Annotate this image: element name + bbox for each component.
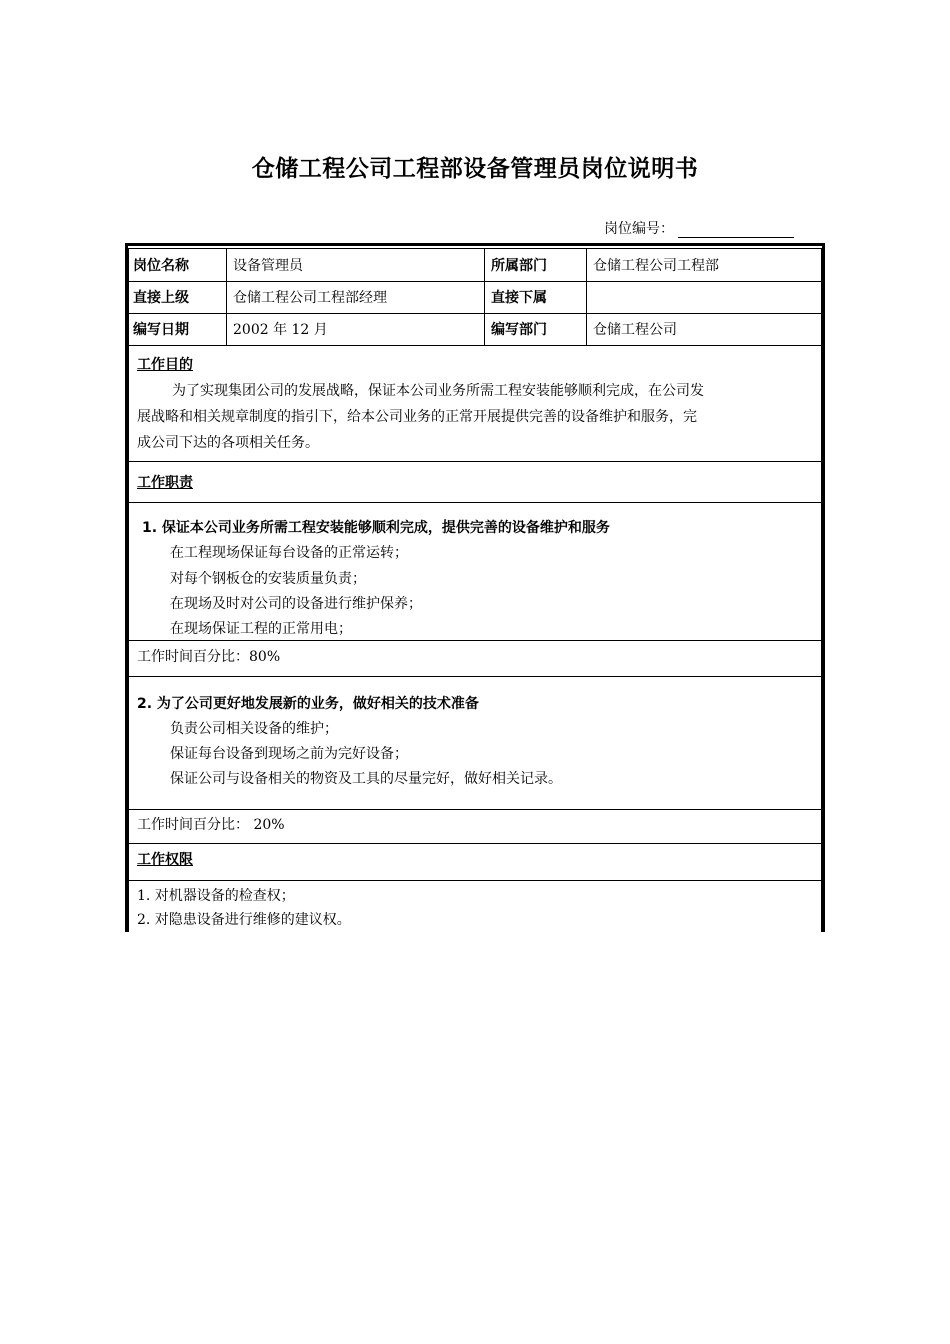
value-position-name: 设备管理员 — [233, 258, 303, 274]
label-direct-subordinate: 直接下属 — [491, 290, 547, 306]
post-number-blank — [678, 221, 794, 238]
value-department: 仓储工程公司工程部 — [593, 258, 719, 274]
value-compile-department: 仓储工程公司 — [593, 322, 677, 338]
table-divider — [128, 313, 822, 314]
list-item: 保证每台设备到现场之前为完好设备； — [170, 746, 408, 762]
authority-item: 2. 对隐患设备进行维修的建议权。 — [137, 912, 351, 928]
label-direct-superior: 直接上级 — [133, 290, 189, 306]
post-number-label: 岗位编号： — [604, 221, 674, 237]
purpose-line: 成公司下达的各项相关任务。 — [137, 435, 319, 451]
label-department: 所属部门 — [491, 258, 547, 274]
list-item: 对每个钢板仓的安装质量负责； — [170, 571, 366, 587]
table-divider — [128, 248, 822, 249]
table-divider — [128, 461, 822, 462]
authority-item: 1. 对机器设备的检查权； — [137, 888, 295, 904]
document-title: 仓储工程公司工程部设备管理员岗位说明书 — [251, 156, 699, 182]
list-item: 在现场及时对公司的设备进行维护保养； — [170, 596, 422, 612]
table-divider — [484, 248, 485, 345]
value-direct-superior: 仓储工程公司工程部经理 — [233, 290, 387, 306]
list-item: 在现场保证工程的正常用电； — [170, 621, 352, 637]
list-item: 保证公司与设备相关的物资及工具的尽量完好，做好相关记录。 — [170, 771, 562, 787]
list-item: 负责公司相关设备的维护； — [170, 721, 338, 737]
label-compile-department: 编写部门 — [491, 322, 547, 338]
post-number — [604, 218, 794, 238]
purpose-line: 展战略和相关规章制度的指引下，给本公司业务的正常开展提供完善的设备维护和服务，完 — [137, 409, 697, 425]
duty-2-time-percent: 工作时间百分比： 20% — [137, 817, 285, 833]
table-divider — [128, 248, 129, 932]
table-divider — [128, 880, 822, 881]
purpose-line: 为了实现集团公司的发展战略，保证本公司业务所需工程安装能够顺利完成，在公司发 — [172, 383, 704, 399]
table-divider — [128, 843, 822, 844]
table-divider — [586, 248, 587, 345]
table-divider — [128, 676, 822, 677]
duties-heading: 工作职责 — [137, 475, 193, 491]
table-divider — [821, 248, 822, 932]
duty-1-time-percent: 工作时间百分比：80% — [137, 649, 281, 665]
table-divider — [128, 640, 822, 641]
label-position-name: 岗位名称 — [133, 258, 189, 274]
table-divider — [128, 281, 822, 282]
authority-heading: 工作权限 — [137, 852, 193, 868]
value-compile-date: 2002 年 12 月 — [233, 322, 328, 338]
label-compile-date: 编写日期 — [133, 322, 189, 338]
table-divider — [128, 345, 822, 346]
duty-1-title: 1. 保证本公司业务所需工程安装能够顺利完成，提供完善的设备维护和服务 — [142, 520, 610, 536]
table-divider — [226, 248, 227, 345]
purpose-heading: 工作目的 — [137, 357, 193, 373]
list-item: 在工程现场保证每台设备的正常运转； — [170, 545, 408, 561]
table-divider — [128, 809, 822, 810]
table-divider — [128, 502, 822, 503]
duty-2-title: 2. 为了公司更好地发展新的业务，做好相关的技术准备 — [137, 696, 479, 712]
